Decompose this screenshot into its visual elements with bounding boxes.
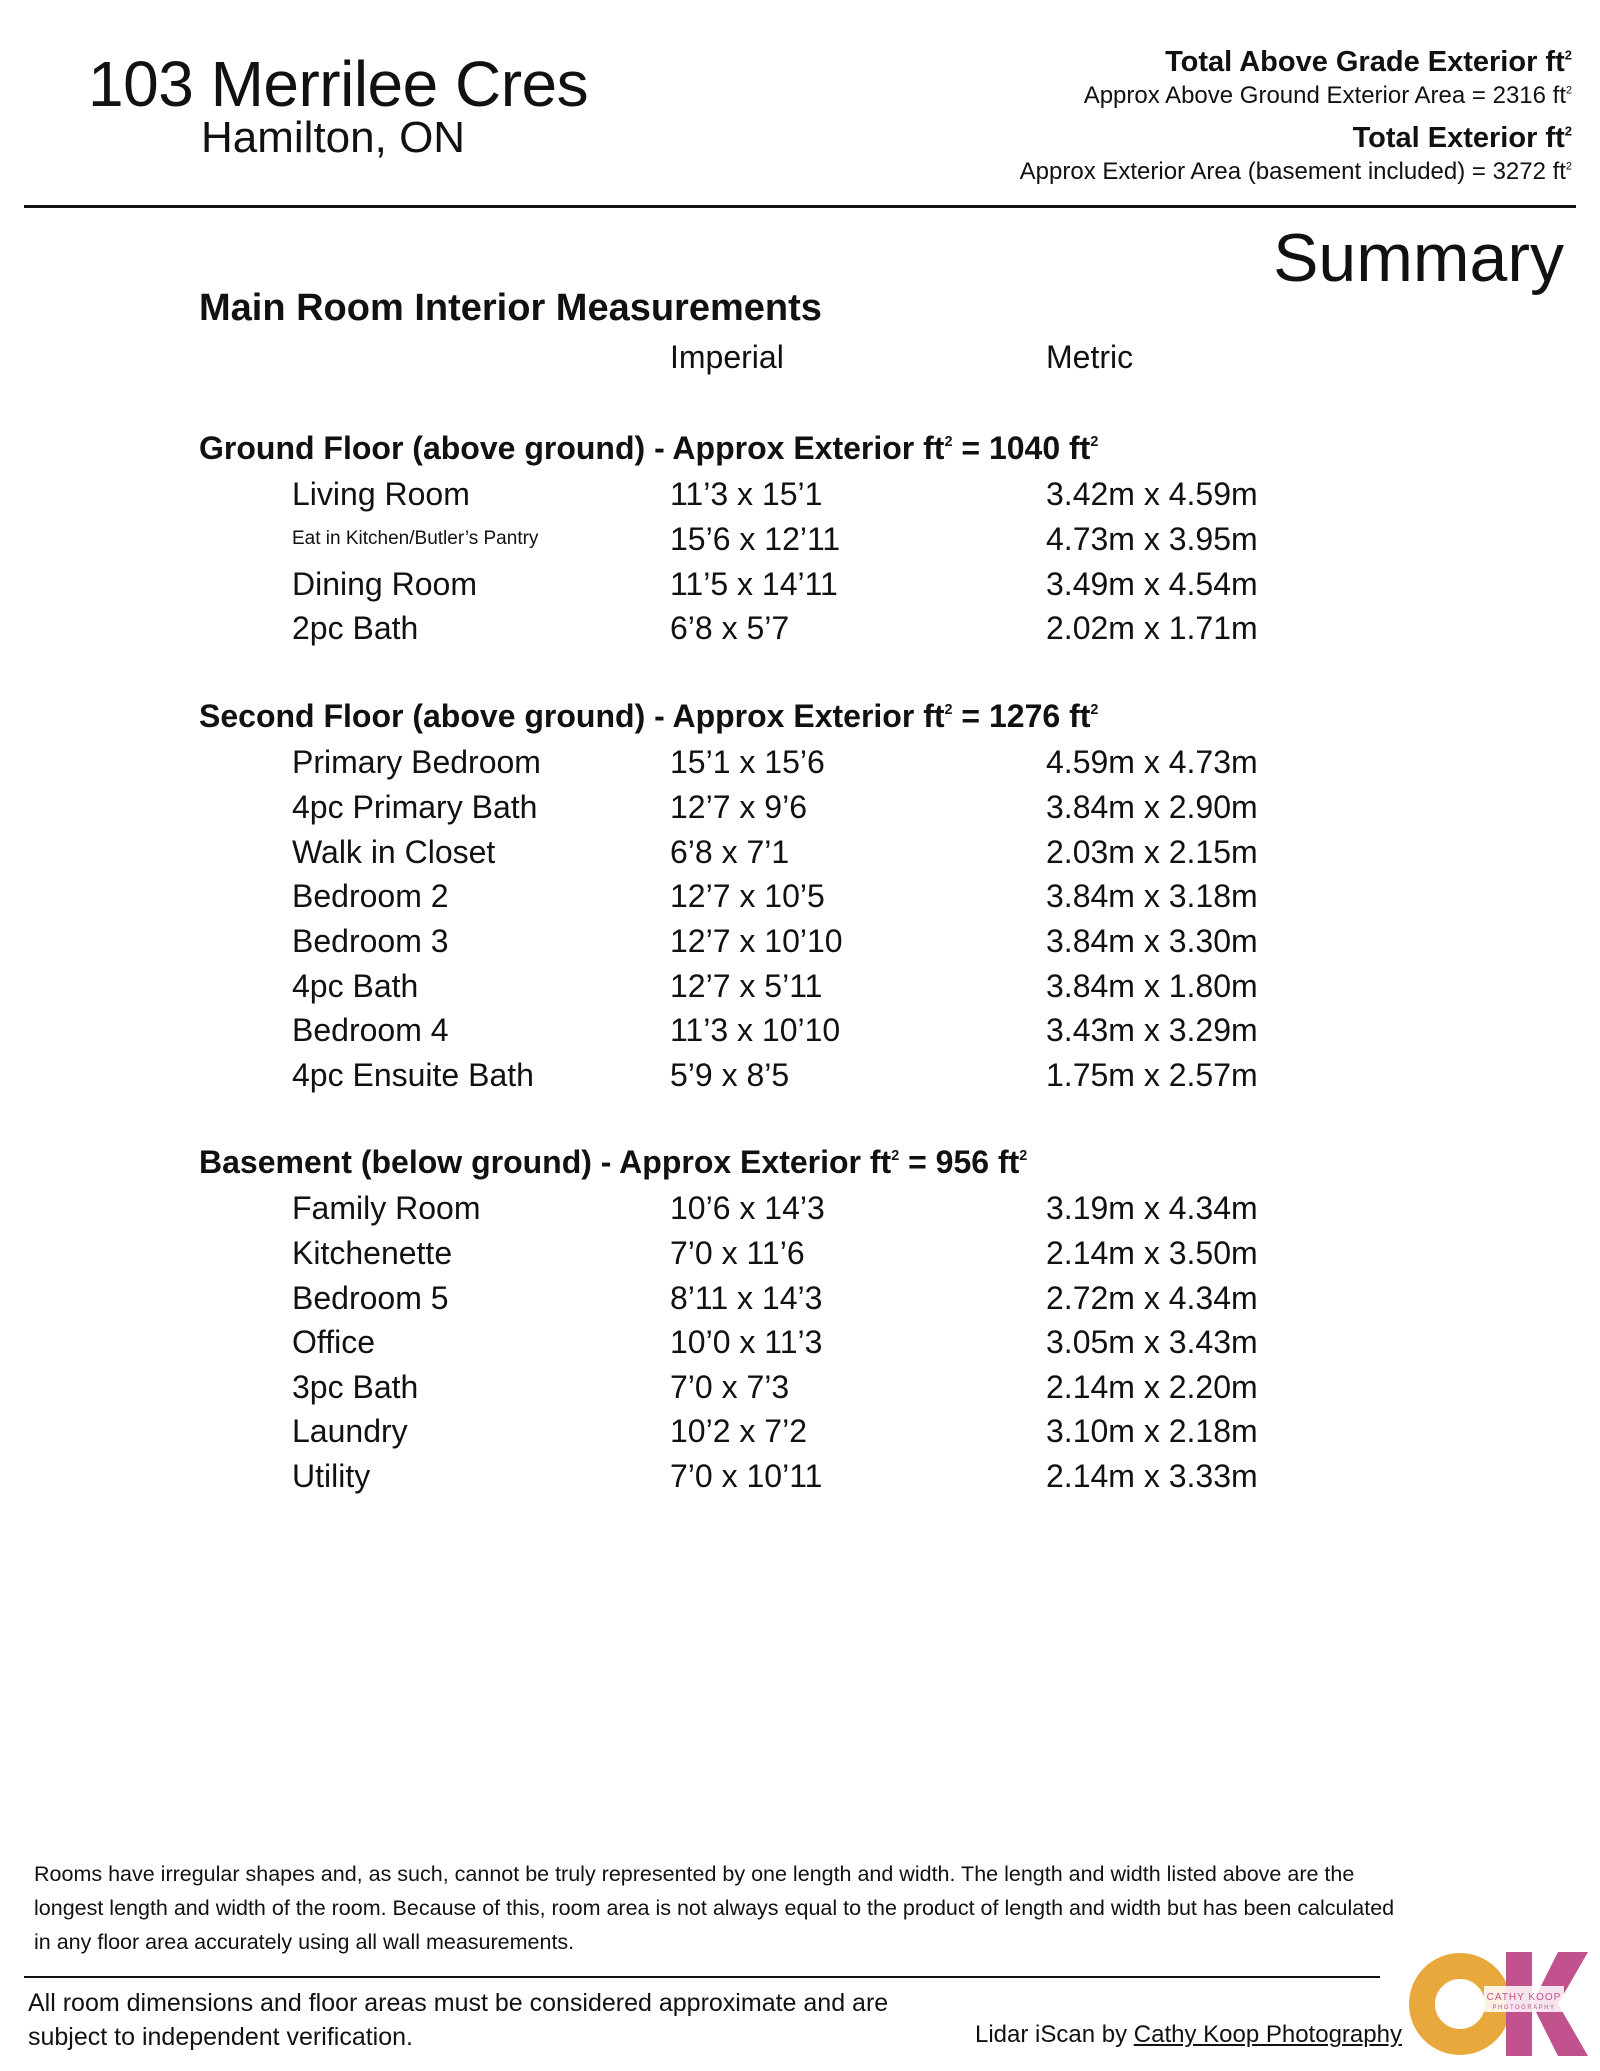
measurement-note: Rooms have irregular shapes and, as such, cannot be truly represented by one length and width. The length and width listed above are the longest length and width of the room. Because of this, room area is not always equal to the product of length and width but has been calculated in any floor area accurately using all wall measurements. [34,1862,1395,1954]
photographer-link[interactable]: Cathy Koop Photography [1133,2021,1402,2048]
room-imperial: 5’9 x 8’5 [670,1057,790,1093]
room-name: Bedroom 5 [292,1280,449,1316]
room-metric: 4.73m x 3.95m [1046,521,1258,557]
room-metric: 3.84m x 1.80m [1046,968,1258,1004]
room-row [0,1008,1600,1052]
room-name: Bedroom 4 [292,1012,449,1048]
room-row [0,919,1600,963]
metric-column-header: Metric [1046,339,1134,375]
section-heading-second: Second Floor (above ground) - Approx Exterior $ft^2 = 1276$ $ft^2$ [199,698,1099,734]
room-name: 4pc Ensuite Bath [292,1057,534,1093]
room-metric: 3.19m x 4.34m [1046,1190,1258,1226]
room-name: Primary Bedroom [292,744,541,780]
room-metric: 2.03m x 2.15m [1046,834,1258,870]
room-name: Dining Room [292,566,477,602]
room-name: Eat in Kitchen/Butler’s Pantry [292,528,539,549]
room-row [0,1409,1600,1453]
room-name: Laundry [292,1413,408,1449]
room-imperial: 6’8 x 5’7 [670,610,790,646]
room-name: Bedroom 2 [292,878,449,914]
room-imperial: 6’8 x 7’1 [670,834,790,870]
room-metric: 3.84m x 3.18m [1046,878,1258,914]
room-metric: 3.05m x 3.43m [1046,1324,1258,1360]
exterior-area: Approx Exterior Area (basement included) = 3272 $ft^2$ [1019,158,1572,185]
room-name: 4pc Bath [292,968,419,1004]
room-metric: 2.14m x 2.20m [1046,1369,1258,1405]
room-metric: 2.02m x 1.71m [1046,610,1258,646]
room-row [0,740,1600,784]
room-name: Bedroom 3 [292,923,449,959]
room-row [0,517,1600,561]
logo-text-line1: CATHY KOOP [1486,1992,1562,2003]
room-row [0,1276,1600,1320]
room-imperial: 12’7 x 5’11 [670,968,823,1004]
room-row [0,472,1600,516]
room-imperial: 10’0 x 11’3 [670,1324,823,1360]
room-metric: 3.42m x 4.59m [1046,476,1258,512]
property-city: Hamilton, ON [201,113,466,162]
room-row [0,1053,1600,1097]
area-summary [1020,44,1572,196]
room-name: 4pc Primary Bath [292,789,538,825]
section-heading-basement: Basement (below ground) - Approx Exterior $ft^2 = 956$ $ft^2$ [199,1144,1028,1180]
room-imperial: 10’6 x 14’3 [670,1190,825,1226]
total-above-grade-heading: Total Above Grade Exterior $ft^2$ [1165,46,1572,78]
room-imperial: 12’7 x 10’5 [670,878,825,914]
room-metric: 4.59m x 4.73m [1046,744,1258,780]
room-name: Walk in Closet [292,834,496,870]
room-name: Living Room [292,476,470,512]
room-row [0,1365,1600,1409]
room-name: Family Room [292,1190,481,1226]
ok-logo [1408,1948,1590,2060]
room-metric: 3.84m x 2.90m [1046,789,1258,825]
room-row [0,785,1600,829]
room-row [0,562,1600,606]
room-imperial: 15’6 x 12’11 [670,521,841,557]
room-metric: 3.43m x 3.29m [1046,1012,1258,1048]
room-row [0,1231,1600,1275]
room-imperial: 12’7 x 9’6 [670,789,807,825]
room-imperial: 11’3 x 15’1 [670,476,823,512]
room-name: Kitchenette [292,1235,453,1271]
section-heading-ground: Ground Floor (above ground) - Approx Exterior $ft^2 = 1040$ $ft^2$ [199,430,1099,466]
room-imperial: 8’11 x 14’3 [670,1280,823,1316]
room-imperial: 7’0 x 7’3 [670,1369,790,1405]
room-metric: 3.49m x 4.54m [1046,566,1258,602]
room-imperial: 11’5 x 14’11 [670,566,838,602]
disclaimer: All room dimensions and floor areas must be considered approximate and are subject to independent verification. [28,1989,889,2051]
room-name: 2pc Bath [292,610,419,646]
room-imperial: 7’0 x 10’11 [670,1458,823,1494]
room-imperial: 7’0 x 11’6 [670,1235,805,1271]
room-imperial: 12’7 x 10’10 [670,923,843,959]
room-row [0,1320,1600,1364]
room-name: 3pc Bath [292,1369,419,1405]
total-exterior-heading: Total Exterior $ft^2$ [1352,122,1572,154]
credit-prefix: Lidar iScan by [975,2021,1134,2048]
header-divider [24,205,1576,208]
room-row [0,830,1600,874]
room-imperial: 11’3 x 10’10 [670,1012,841,1048]
room-imperial: 10’2 x 7’2 [670,1413,807,1449]
room-name: Utility [292,1458,371,1494]
room-row [0,1186,1600,1230]
footer-divider [24,1976,1380,1978]
above-ground-area: Approx Above Ground Exterior Area = 2316 $ft^2$ [1083,82,1572,109]
room-metric: 2.14m x 3.33m [1046,1458,1258,1494]
room-imperial: 15’1 x 15’6 [670,744,825,780]
room-row [0,874,1600,918]
imperial-column-header: Imperial [670,339,784,375]
room-metric: 1.75m x 2.57m [1046,1057,1258,1093]
page-title: Summary [1273,220,1564,296]
room-name: Office [292,1324,375,1360]
property-address: 103 Merrilee Cres [88,48,589,120]
room-metric: 3.84m x 3.30m [1046,923,1258,959]
main-heading: Main Room Interior Measurements [199,287,822,329]
room-metric: 2.14m x 3.50m [1046,1235,1258,1271]
logo-text-line2: PHOTOGRAPHY [1492,2005,1556,2011]
room-metric: 2.72m x 4.34m [1046,1280,1258,1316]
credit-line [975,2020,1402,2050]
room-row [0,964,1600,1008]
room-row [0,606,1600,650]
room-row [0,1454,1600,1498]
room-metric: 3.10m x 2.18m [1046,1413,1258,1449]
